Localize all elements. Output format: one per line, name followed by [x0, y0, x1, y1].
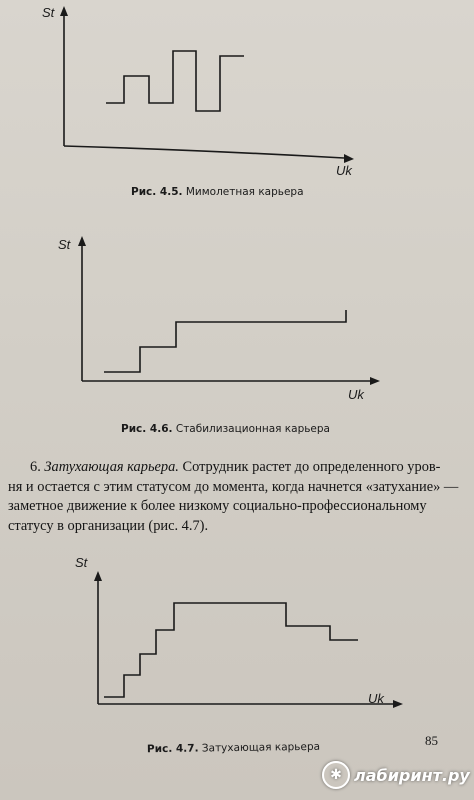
figure-number: Рис. 4.5.: [131, 186, 183, 198]
figure-title: Стабилизационная карьера: [175, 423, 330, 435]
y-axis-label: St: [75, 555, 88, 570]
figure-number: Рис. 4.7.: [146, 742, 199, 756]
x-axis-label: Uk: [348, 387, 364, 402]
figure-caption: [147, 741, 320, 755]
paragraph-text: Сотрудник растет до определенного уров-: [178, 459, 441, 475]
career-line: [104, 310, 346, 372]
labyrinth-logo-icon: ✱: [322, 761, 350, 789]
paragraph-line: заметное движение к более низкому социально-профессиональному: [8, 498, 427, 514]
paragraph-line: ня и остается с этим статусом до момента, когда начнется «затухание» —: [8, 478, 459, 495]
career-line: [104, 603, 358, 697]
figure-title: Мимолетная карьера: [185, 186, 304, 198]
x-axis-label: Uk: [336, 163, 352, 178]
page-number: 85: [425, 733, 438, 748]
watermark: [322, 760, 470, 790]
y-axis-arrow: [94, 571, 102, 581]
list-number: 6.: [30, 459, 45, 475]
y-axis-label: St: [42, 5, 55, 20]
figure-caption: [121, 423, 330, 435]
y-axis-arrow: [78, 236, 86, 246]
figure-number: Рис. 4.6.: [121, 423, 173, 435]
figure-title: Затухающая карьера: [201, 740, 321, 755]
paragraph-attenuating-career: [8, 458, 459, 536]
y-axis-arrow: [60, 6, 68, 16]
paragraph-line: статусу в организации (рис. 4.7).: [8, 517, 209, 534]
x-axis-arrow: [393, 700, 403, 708]
x-axis-arrow: [344, 154, 354, 163]
figure-caption: [131, 186, 304, 198]
paragraph-line: [8, 458, 441, 478]
x-axis-label: Uk: [368, 691, 384, 706]
x-axis-arrow: [370, 377, 380, 385]
watermark-text: лабиринт.ру: [354, 765, 470, 785]
x-axis: [64, 146, 344, 158]
paragraph-term: Затухающая карьера.: [44, 459, 179, 475]
career-line: [106, 51, 244, 111]
y-axis-label: St: [58, 237, 71, 252]
